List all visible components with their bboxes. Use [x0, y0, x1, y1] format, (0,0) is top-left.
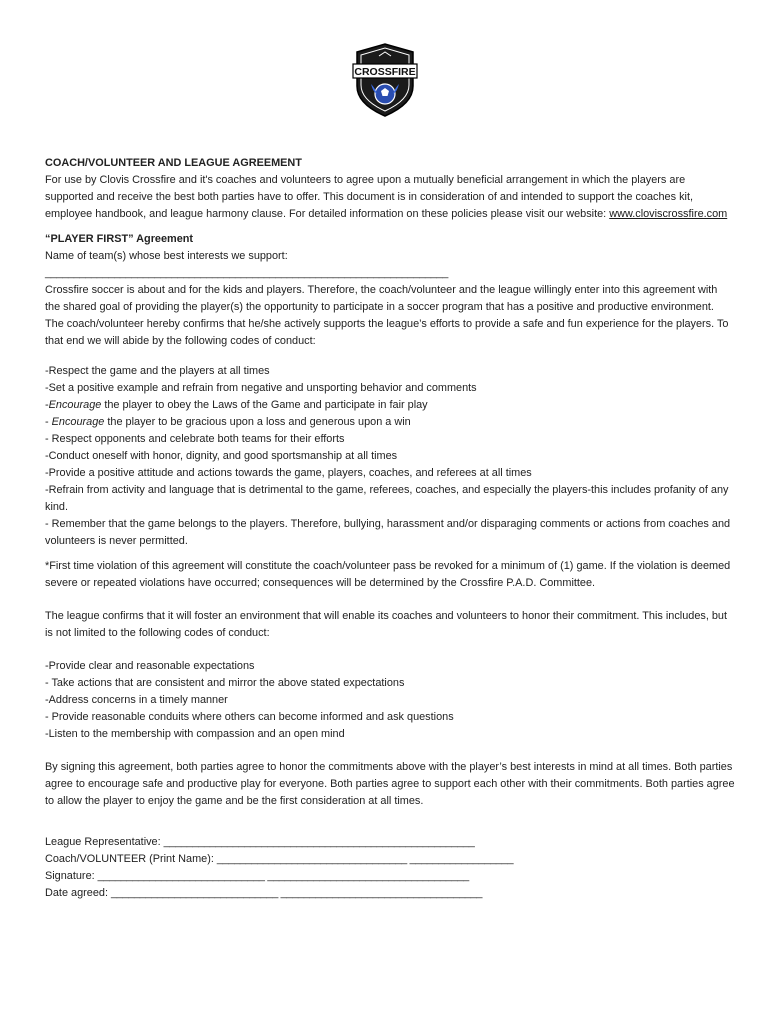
signature-label: Signature:	[45, 870, 98, 882]
list-item: -Respect the game and the players at all times	[45, 365, 270, 377]
list-item: -Listen to the membership with compassion and an open mind	[45, 728, 345, 740]
violation-paragraph: *First time violation of this agreement will constitute the coach/volunteer pass be revoked for a minimum of (1) game. If the violation is deemed severe or repeated violations have occurred; consequences will be determined by the Crossfire P.A.D. Committee.	[45, 560, 731, 589]
signature-row-date	[45, 885, 735, 902]
section-title: “PLAYER FIRST” Agreement	[45, 233, 194, 245]
signature-row-coach-name	[45, 851, 735, 868]
signature-label: Coach/VOLUNTEER (Print Name):	[45, 853, 217, 865]
agreement-body	[45, 155, 735, 902]
signature-block	[45, 834, 735, 902]
list-item: - Remember that the game belongs to the players. Therefore, bullying, harassment and/or disparaging comments or actions from coaches and volunteers is never permitted.	[45, 518, 731, 547]
crossfire-logo	[349, 42, 421, 118]
list-item: -Encourage the player to obey the Laws of the Game and participate in fair play	[45, 399, 428, 411]
website-link[interactable]: www.cloviscrossfire.com	[609, 208, 728, 220]
paragraph-confirmation: The coach/volunteer hereby confirms that he/she actively supports the league’s efforts to provide a safe and fun experience for the players. To that end we will abide by the following codes of conduct:	[45, 318, 729, 347]
list-item: -Provide clear and reasonable expectations	[45, 660, 255, 672]
list-item: - Encourage the player to be gracious upon a loss and generous upon a win	[45, 416, 411, 428]
list-item: -Address concerns in a timely manner	[45, 694, 228, 706]
signature-row-league-rep	[45, 834, 735, 851]
signature-line[interactable]: ______________________________________________________	[163, 836, 475, 848]
list-item: -Set a positive example and refrain from negative and unsporting behavior and comments	[45, 382, 477, 394]
signing-paragraph: By signing this agreement, both parties agree to honor the commitments above with the player’s best interests in mind at all times. Both parties agree to encourage safe and productive play for everyone. Both parties agree to support each other with their commitments. Both parties agree to allow the player to enjoy the game and be the first consideration at all times.	[45, 761, 735, 807]
league-paragraph: The league confirms that it will foster an environment that will enable its coaches and volunteers to honor their commitment. This includes, but is not limited to the following codes of conduct:	[45, 610, 728, 639]
signature-row-signature	[45, 868, 735, 885]
list-item: - Respect opponents and celebrate both teams for their efforts	[45, 433, 345, 445]
list-item: - Take actions that are consistent and mirror the above stated expectations	[45, 677, 405, 689]
paragraph-purpose: Crossfire soccer is about and for the kids and players. Therefore, the coach/volunteer and the league willingly enter into this agreement with the shared goal of providing the player(s) the opportunity to participate in a soccer program that has a positive and productive environment.	[45, 284, 718, 313]
intro-text: For use by Clovis Crossfire and it's coaches and volunteers to agree upon a mutually beneficial arrangement in which the players are supported and receive the best both parties have to offer. This document is in consideration of and intended to support the coaches kit, employee handbook, and league harmony clause. For detailed information on these policies please visit our website:	[45, 174, 694, 220]
list-item: -Provide a positive attitude and actions towards the game, players, coaches, and referees at all times	[45, 467, 532, 479]
signature-label: Date agreed:	[45, 887, 111, 899]
team-name-line: ______________________________________________________________________	[45, 267, 448, 279]
intro-paragraph	[45, 172, 735, 223]
list-item: -Conduct oneself with honor, dignity, and good sportsmanship at all times	[45, 450, 398, 462]
signature-line[interactable]: _____________________________ ___________________________________	[97, 870, 469, 882]
conduct-list	[45, 363, 735, 550]
signature-label: League Representative:	[45, 836, 164, 848]
team-label: Name of team(s) whose best interests we support:	[45, 250, 288, 262]
list-item: - Provide reasonable conduits where others can become informed and ask questions	[45, 711, 454, 723]
document-title: COACH/VOLUNTEER AND LEAGUE AGREEMENT	[45, 157, 302, 169]
signature-line[interactable]: _____________________________ ___________________________________	[111, 887, 483, 899]
league-conduct-list	[45, 658, 735, 743]
svg-text:CROSSFIRE: CROSSFIRE	[354, 66, 416, 78]
signature-line[interactable]: _________________________________ __________________	[216, 853, 514, 865]
list-item: -Refrain from activity and language that is detrimental to the game, referees, coaches, and especially the players-this includes profanity of any kind.	[45, 484, 729, 513]
